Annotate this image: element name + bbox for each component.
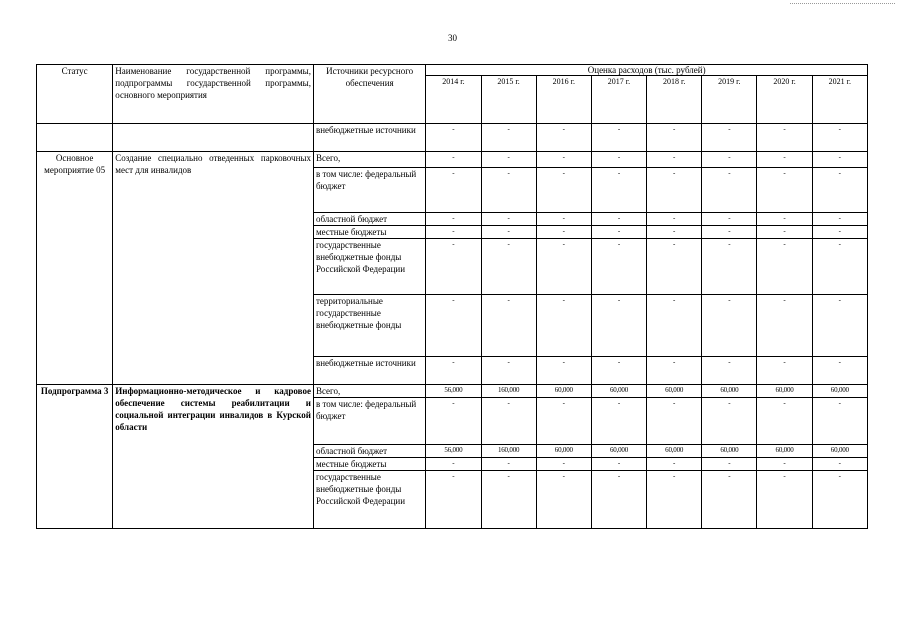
value-cell: - [426,213,481,226]
value-cell: - [757,458,812,471]
value-cell: - [591,295,646,357]
source-cell: государственные внебюджетные фонды Российской Федерации [313,471,425,529]
value-cell: 60,000 [647,445,702,458]
value-cell: - [702,295,757,357]
value-cell: - [426,226,481,239]
value-cell: - [812,239,867,295]
value-cell: 60,000 [647,385,702,398]
scan-artifact-line [790,3,895,4]
value-cell: 160,000 [481,385,536,398]
measure-status-cell: Основное мероприятие 05 [37,152,113,385]
value-cell: - [481,124,536,152]
value-cell: - [757,357,812,385]
value-cell: - [812,226,867,239]
value-cell: - [757,152,812,168]
source-cell: областной бюджет [313,213,425,226]
header-year: 2014 г. [426,76,481,124]
source-cell: в том числе: федеральный бюджет [313,398,425,445]
header-expense-estimate: Оценка расходов (тыс. рублей) [426,65,868,76]
value-cell: - [426,471,481,529]
value-cell: - [536,471,591,529]
value-cell: - [426,398,481,445]
measure-name-cell: Создание специально отведенных парковочных мест для инвалидов [113,152,314,385]
value-cell: - [757,471,812,529]
value-cell: - [702,168,757,213]
table-row [37,152,868,168]
value-cell: - [536,239,591,295]
value-cell: - [757,213,812,226]
value-cell: - [591,213,646,226]
value-cell: - [591,168,646,213]
value-cell: 56,000 [426,385,481,398]
value-cell: - [591,239,646,295]
value-cell: - [647,471,702,529]
value-cell: - [426,168,481,213]
source-cell: Всего, [313,152,425,168]
value-cell: - [591,458,646,471]
header-sources: Источники ресурсного обеспечения [313,65,425,124]
value-cell: - [647,357,702,385]
value-cell: - [812,168,867,213]
value-cell: - [481,152,536,168]
value-cell: 60,000 [702,385,757,398]
value-cell: - [591,357,646,385]
source-cell: местные бюджеты [313,226,425,239]
value-cell: - [591,471,646,529]
value-cell: - [536,226,591,239]
value-cell: - [812,357,867,385]
header-year: 2016 г. [536,76,591,124]
value-cell: - [702,357,757,385]
value-cell: - [481,295,536,357]
value-cell: - [647,213,702,226]
value-cell: - [757,398,812,445]
value-cell: - [647,239,702,295]
page-number: 30 [448,33,457,43]
value-cell: - [702,213,757,226]
value-cell: - [536,152,591,168]
value-cell: - [812,398,867,445]
value-cell: - [481,458,536,471]
value-cell: - [702,398,757,445]
value-cell: 60,000 [812,385,867,398]
value-cell: - [426,152,481,168]
value-cell: - [481,357,536,385]
source-cell: местные бюджеты [313,458,425,471]
value-cell: - [757,124,812,152]
value-cell: - [647,226,702,239]
value-cell: - [481,226,536,239]
value-cell: - [426,295,481,357]
value-cell: - [757,226,812,239]
source-cell: в том числе: федеральный бюджет [313,168,425,213]
source-cell: областной бюджет [313,445,425,458]
value-cell: - [812,471,867,529]
source-cell: государственные внебюджетные фонды Российской Федерации [313,239,425,295]
value-cell: - [426,357,481,385]
value-cell: 160,000 [481,445,536,458]
value-cell: 60,000 [536,385,591,398]
value-cell: - [481,398,536,445]
value-cell: - [536,124,591,152]
value-cell: - [536,168,591,213]
header-year: 2020 г. [757,76,812,124]
value-cell: - [812,124,867,152]
value-cell: - [481,239,536,295]
value-cell: - [591,226,646,239]
header-year: 2015 г. [481,76,536,124]
value-cell: - [812,458,867,471]
value-cell: - [536,213,591,226]
value-cell: - [647,295,702,357]
value-cell: 60,000 [591,445,646,458]
value-cell: 56,000 [426,445,481,458]
empty-name-cell [113,124,314,152]
value-cell: - [812,213,867,226]
source-cell: внебюджетные источники [313,357,425,385]
value-cell: - [536,398,591,445]
value-cell: - [647,398,702,445]
value-cell: - [757,168,812,213]
value-cell: 60,000 [591,385,646,398]
header-name: Наименование государственной программы, подпрограммы государственной программы, основного мероприятия [113,65,314,124]
value-cell: 60,000 [536,445,591,458]
value-cell: - [426,124,481,152]
value-cell: - [647,152,702,168]
value-cell: - [757,295,812,357]
value-cell: 60,000 [757,445,812,458]
header-year: 2021 г. [812,76,867,124]
value-cell: - [536,458,591,471]
value-cell: 60,000 [757,385,812,398]
value-cell: - [591,124,646,152]
value-cell: - [702,226,757,239]
header-year: 2018 г. [647,76,702,124]
value-cell: 60,000 [702,445,757,458]
source-cell: территориальные государственные внебюджетные фонды [313,295,425,357]
value-cell: - [481,471,536,529]
value-cell: - [647,458,702,471]
header-year: 2019 г. [702,76,757,124]
value-cell: - [647,124,702,152]
table-row [37,124,868,152]
value-cell: - [702,458,757,471]
value-cell: - [536,295,591,357]
value-cell: - [426,239,481,295]
value-cell: - [591,152,646,168]
value-cell: - [702,124,757,152]
header-year: 2017 г. [591,76,646,124]
value-cell: - [702,471,757,529]
value-cell: - [812,295,867,357]
source-cell: внебюджетные источники [313,124,425,152]
subprogram-status-cell: Подпрограмма 3 [37,385,113,529]
value-cell: - [702,239,757,295]
value-cell: - [647,168,702,213]
source-cell: Всего, [313,385,425,398]
value-cell: - [426,458,481,471]
header-status: Статус [37,65,113,124]
value-cell: 60,000 [812,445,867,458]
value-cell: - [757,239,812,295]
subprogram-name-cell: Информационно-методическое и кадровое обеспечение системы реабилитации и социальной интеграции инвалидов в Курской области [113,385,314,529]
budget-table [36,64,868,529]
table-row [37,385,868,398]
value-cell: - [536,357,591,385]
value-cell: - [812,152,867,168]
value-cell: - [702,152,757,168]
empty-status-cell [37,124,113,152]
value-cell: - [591,398,646,445]
header-row [37,65,868,76]
value-cell: - [481,168,536,213]
value-cell: - [481,213,536,226]
